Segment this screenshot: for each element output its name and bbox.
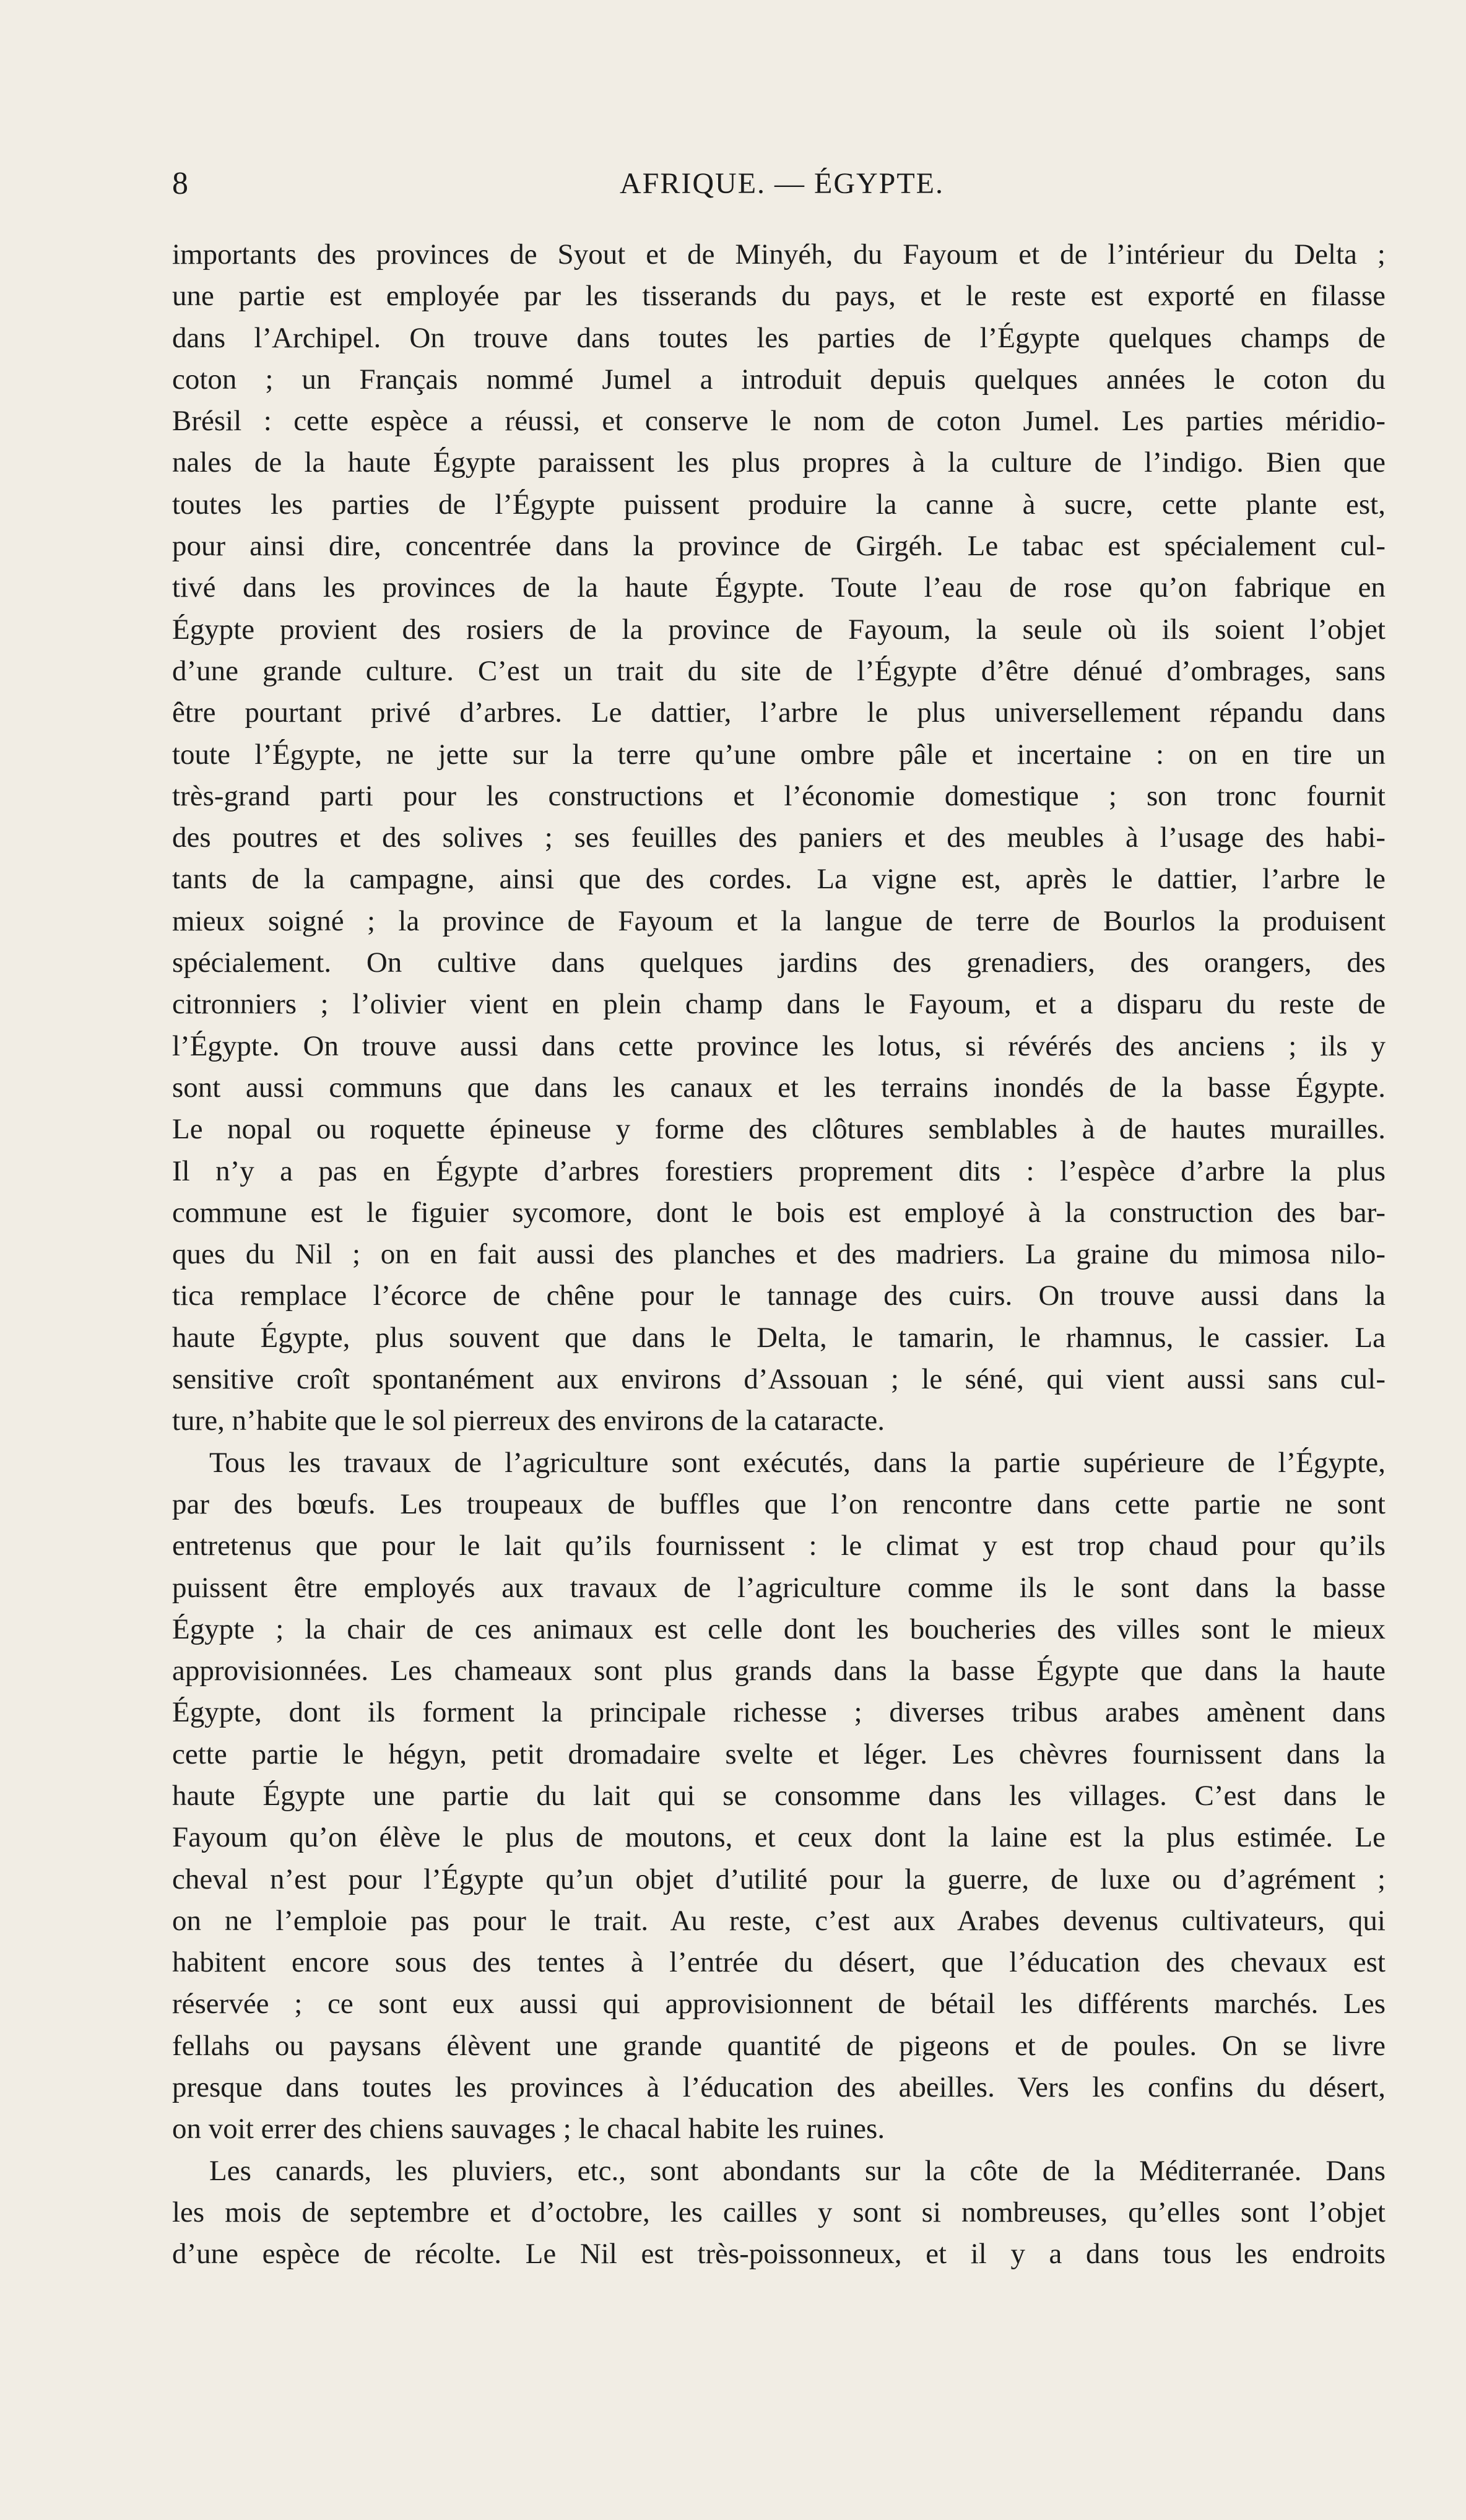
- text-line: toute l’Égypte, ne jette sur la terre qu’une ombre pâle et incertaine : on en tire un: [172, 738, 1386, 771]
- page-number: 8: [172, 166, 188, 201]
- text-line: coton ; un Français nommé Jumel a introduit depuis quelques années le coton du: [172, 363, 1386, 396]
- text-line: cette partie le hégyn, petit dromadaire svelte et léger. Les chèvres fournissent dans la: [172, 1738, 1386, 1770]
- text-line: sensitive croît spontanément aux environs d’Assouan ; le séné, qui vient aussi sans cul-: [172, 1363, 1386, 1396]
- text-line: haute Égypte, plus souvent que dans le Delta, le tamarin, le rhamnus, le cassier. La: [172, 1321, 1386, 1354]
- page-header: [172, 162, 1392, 206]
- text-line: habitent encore sous des tentes à l’entrée du désert, que l’éducation des chevaux est: [172, 1946, 1386, 1979]
- running-title: AFRIQUE. — ÉGYPTE.: [620, 167, 944, 200]
- text-line: réservée ; ce sont eux aussi qui approvisionnent de bétail les différents marchés. Les: [172, 1988, 1386, 2020]
- text-line: puissent être employés aux travaux de l’agriculture comme ils le sont dans la basse: [172, 1571, 1386, 1604]
- text-line: commune est le figuier sycomore, dont le bois est employé à la construction des bar-: [172, 1196, 1386, 1229]
- text-line: on voit errer des chiens sauvages ; le chacal habite les ruines.: [172, 2113, 885, 2145]
- text-line: une partie est employée par les tisserands du pays, et le reste est exporté en filasse: [172, 280, 1386, 313]
- text-line: on ne l’emploie pas pour le trait. Au reste, c’est aux Arabes devenus cultivateurs, qui: [172, 1904, 1386, 1937]
- text-line: par des bœufs. Les troupeaux de buffles que l’on rencontre dans cette partie ne sont: [172, 1487, 1386, 1520]
- text-line: pour ainsi dire, concentrée dans la province de Girgéh. Le tabac est spécialement cul-: [172, 530, 1386, 563]
- text-line: tants de la campagne, ainsi que des cordes. La vigne est, après le dattier, l’arbre le: [172, 863, 1386, 896]
- body-text: [172, 234, 1386, 2275]
- text-line: tivé dans les provinces de la haute Égypte. Toute l’eau de rose qu’on fabrique en: [172, 571, 1386, 604]
- text-line: dans l’Archipel. On trouve dans toutes les parties de l’Égypte quelques champs de: [172, 321, 1386, 354]
- text-line: Égypte ; la chair de ces animaux est celle dont les boucheries des villes sont le mieux: [172, 1613, 1386, 1645]
- text-line: ture, n’habite que le sol pierreux des environs de la cataracte.: [172, 1405, 885, 1437]
- text-line: spécialement. On cultive dans quelques jardins des grenadiers, des orangers, des: [172, 946, 1386, 979]
- text-line: d’une espèce de récolte. Le Nil est très-poissonneux, et il y a dans tous les endroits: [172, 2238, 1386, 2271]
- text-line: haute Égypte une partie du lait qui se consomme dans les villages. C’est dans le: [172, 1779, 1386, 1812]
- text-line: toutes les parties de l’Égypte puissent produire la canne à sucre, cette plante est,: [172, 488, 1386, 521]
- text-line: mieux soigné ; la province de Fayoum et la langue de terre de Bourlos la produisent: [172, 904, 1386, 937]
- text-line: Fayoum qu’on élève le plus de moutons, et ceux dont la laine est la plus estimée. Le: [172, 1821, 1386, 1854]
- text-line: très-grand parti pour les constructions et l’économie domestique ; son tronc fournit: [172, 779, 1386, 812]
- text-line: cheval n’est pour l’Égypte qu’un objet d’utilité pour la guerre, de luxe ou d’agrément ;: [172, 1863, 1386, 1895]
- text-line: être pourtant privé d’arbres. Le dattier, l’arbre le plus universellement répandu dans: [172, 696, 1386, 729]
- text-line: presque dans toutes les provinces à l’éducation des abeilles. Vers les confins du désert,: [172, 2071, 1386, 2104]
- text-line: Égypte provient des rosiers de la province de Fayoum, la seule où ils soient l’objet: [172, 613, 1386, 646]
- text-line: des poutres et des solives ; ses feuilles des paniers et des meubles à l’usage des habi-: [172, 821, 1386, 854]
- text-line: Les canards, les pluviers, etc., sont abondants sur la côte de la Méditerranée. Dans: [209, 2154, 1386, 2187]
- text-line: Tous les travaux de l’agriculture sont exécutés, dans la partie supérieure de l’Égypte,: [209, 1446, 1386, 1479]
- text-line: Égypte, dont ils forment la principale richesse ; diverses tribus arabes amènent dans: [172, 1696, 1386, 1729]
- text-line: Il n’y a pas en Égypte d’arbres forestiers proprement dits : l’espèce d’arbre la plus: [172, 1154, 1386, 1187]
- text-line: fellahs ou paysans élèvent une grande quantité de pigeons et de poules. On se livre: [172, 2029, 1386, 2062]
- text-line: Le nopal ou roquette épineuse y forme des clôtures semblables à de hautes murailles.: [172, 1113, 1386, 1146]
- text-line: tica remplace l’écorce de chêne pour le tannage des cuirs. On trouve aussi dans la: [172, 1279, 1386, 1312]
- text-line: les mois de septembre et d’octobre, les cailles y sont si nombreuses, qu’elles sont l’objet: [172, 2196, 1386, 2228]
- text-line: entretenus que pour le lait qu’ils fournissent : le climat y est trop chaud pour qu’ils: [172, 1530, 1386, 1562]
- text-line: sont aussi communs que dans les canaux et les terrains inondés de la basse Égypte.: [172, 1071, 1386, 1104]
- text-line: l’Égypte. On trouve aussi dans cette province les lotus, si révérés des anciens ; ils y: [172, 1029, 1386, 1062]
- text-line: Brésil : cette espèce a réussi, et conserve le nom de coton Jumel. Les parties méridio-: [172, 405, 1386, 438]
- text-line: citronniers ; l’olivier vient en plein champ dans le Fayoum, et a disparu du reste de: [172, 988, 1386, 1021]
- text-line: nales de la haute Égypte paraissent les plus propres à la culture de l’indigo. Bien que: [172, 446, 1386, 479]
- text-line: d’une grande culture. C’est un trait du site de l’Égypte d’être dénué d’ombrages, sans: [172, 654, 1386, 687]
- text-line: approvisionnées. Les chameaux sont plus grands dans la basse Égypte que dans la haute: [172, 1655, 1386, 1687]
- text-line: importants des provinces de Syout et de Minyéh, du Fayoum et de l’intérieur du Delta ;: [172, 238, 1386, 271]
- text-line: ques du Nil ; on en fait aussi des planches et des madriers. La graine du mimosa nilo-: [172, 1238, 1386, 1271]
